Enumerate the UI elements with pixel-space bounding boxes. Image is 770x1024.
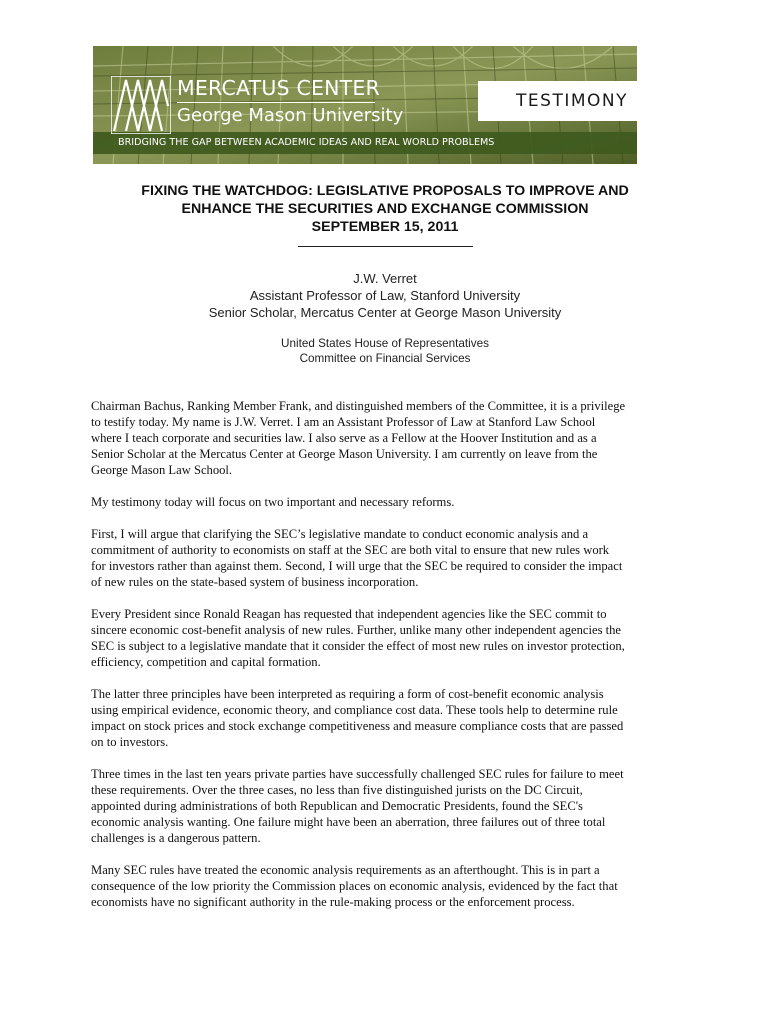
- text-line: Many SEC rules have treated the economic analysis requirements as an afterthought. This is in part a: [91, 863, 600, 877]
- text-line: for investors rather than against them. Second, I will urge that the SEC be required to consider the impact: [91, 559, 623, 573]
- text-line: Every President since Ronald Reagan has requested that independent agencies like the SEC commit to: [91, 607, 607, 621]
- text-line: Senior Scholar at the Mercatus Center at George Mason University. I am currently on leave from the: [91, 447, 598, 461]
- testimony-label: TESTIMONY: [516, 91, 628, 111]
- author-block: [0, 270, 770, 321]
- text-line: sincere economic cost-benefit analysis of new rules. Further, unlike many other independent agencies the: [91, 623, 622, 637]
- document-title: [0, 182, 770, 236]
- paragraph: [91, 862, 681, 910]
- paragraph: [91, 526, 681, 590]
- title-date: SEPTEMBER 15, 2011: [311, 219, 459, 235]
- text-line: challenges is a dangerous pattern.: [91, 831, 261, 845]
- mercatus-logo: [111, 76, 171, 134]
- testimony-body: [91, 398, 681, 926]
- text-line: Chairman Bachus, Ranking Member Frank, and distinguished members of the Committee, it is a privilege: [91, 399, 626, 413]
- testimony-box: [478, 81, 637, 121]
- paragraph: [91, 686, 681, 750]
- author-position-2: Senior Scholar, Mercatus Center at George Mason University: [208, 305, 562, 320]
- text-line: George Mason Law School.: [91, 463, 233, 477]
- paragraph: [91, 398, 681, 478]
- committee-line-2: Committee on Financial Services: [299, 352, 471, 365]
- text-line: where I teach corporate and securities law. I also serve as a Fellow at the Hoover Institution and as a: [91, 431, 597, 445]
- author-name: J.W. Verret: [353, 271, 417, 286]
- text-line: using empirical evidence, economic theory, and compliance cost data. These tools help to determine rule: [91, 703, 618, 717]
- tagline: BRIDGING THE GAP BETWEEN ACADEMIC IDEAS AND REAL WORLD PROBLEMS: [118, 137, 495, 148]
- text-line: on to investors.: [91, 735, 169, 749]
- paragraph: [91, 494, 681, 510]
- title-line-1: FIXING THE WATCHDOG: LEGISLATIVE PROPOSALS TO IMPROVE AND: [141, 183, 629, 199]
- text-line: My testimony today will focus on two important and necessary reforms.: [91, 495, 455, 509]
- text-line: Three times in the last ten years private parties have successfully challenged SEC rules for failure to meet: [91, 767, 624, 781]
- brand-divider: [177, 102, 375, 103]
- text-line: to testify today. My name is J.W. Verret. I am an Assistant Professor of Law at Stanford Law School: [91, 415, 596, 429]
- committee-line-1: United States House of Representatives: [281, 337, 489, 350]
- paragraph: [91, 766, 681, 846]
- title-divider: [298, 246, 473, 247]
- text-line: The latter three principles have been interpreted as requiring a form of cost-benefit economic analysis: [91, 687, 604, 701]
- header-banner: [93, 46, 637, 164]
- text-line: impact on stock prices and stock exchange competitiveness and measure compliance costs that are passed: [91, 719, 624, 733]
- title-line-2: ENHANCE THE SECURITIES AND EXCHANGE COMMISSION: [181, 201, 589, 217]
- text-line: efficiency, competition and capital formation.: [91, 655, 321, 669]
- text-line: First, I will argue that clarifying the SEC’s legislative mandate to conduct economic analysis and a: [91, 527, 589, 541]
- text-line: commitment of authority to economists on staff at the SEC are both vital to ensure that new rules work: [91, 543, 610, 557]
- text-line: economic analysis wanting. One failure might have been an aberration, three failures out of three total: [91, 815, 606, 829]
- paragraph: [91, 606, 681, 670]
- text-line: economists have no significant authority in the rule-making process or the enforcement process.: [91, 895, 575, 909]
- text-line: these requirements. Over the three cases, no less than five distinguished jurists on the DC Circuit,: [91, 783, 583, 797]
- author-position-1: Assistant Professor of Law, Stanford University: [249, 288, 521, 303]
- text-line: appointed during administrations of both Republican and Democratic Presidents, found the SEC's: [91, 799, 583, 813]
- text-line: SEC is subject to a legislative mandate that it consider the effect of most new rules on investor protection,: [91, 639, 625, 653]
- brand-name: MERCATUS CENTER: [177, 76, 380, 100]
- text-line: of new rules on the state-based system of business incorporation.: [91, 575, 419, 589]
- brand-subtitle: George Mason University: [177, 105, 404, 126]
- committee-block: [0, 336, 770, 366]
- text-line: consequence of the low priority the Commission places on economic analysis, evidenced by the fact that: [91, 879, 618, 893]
